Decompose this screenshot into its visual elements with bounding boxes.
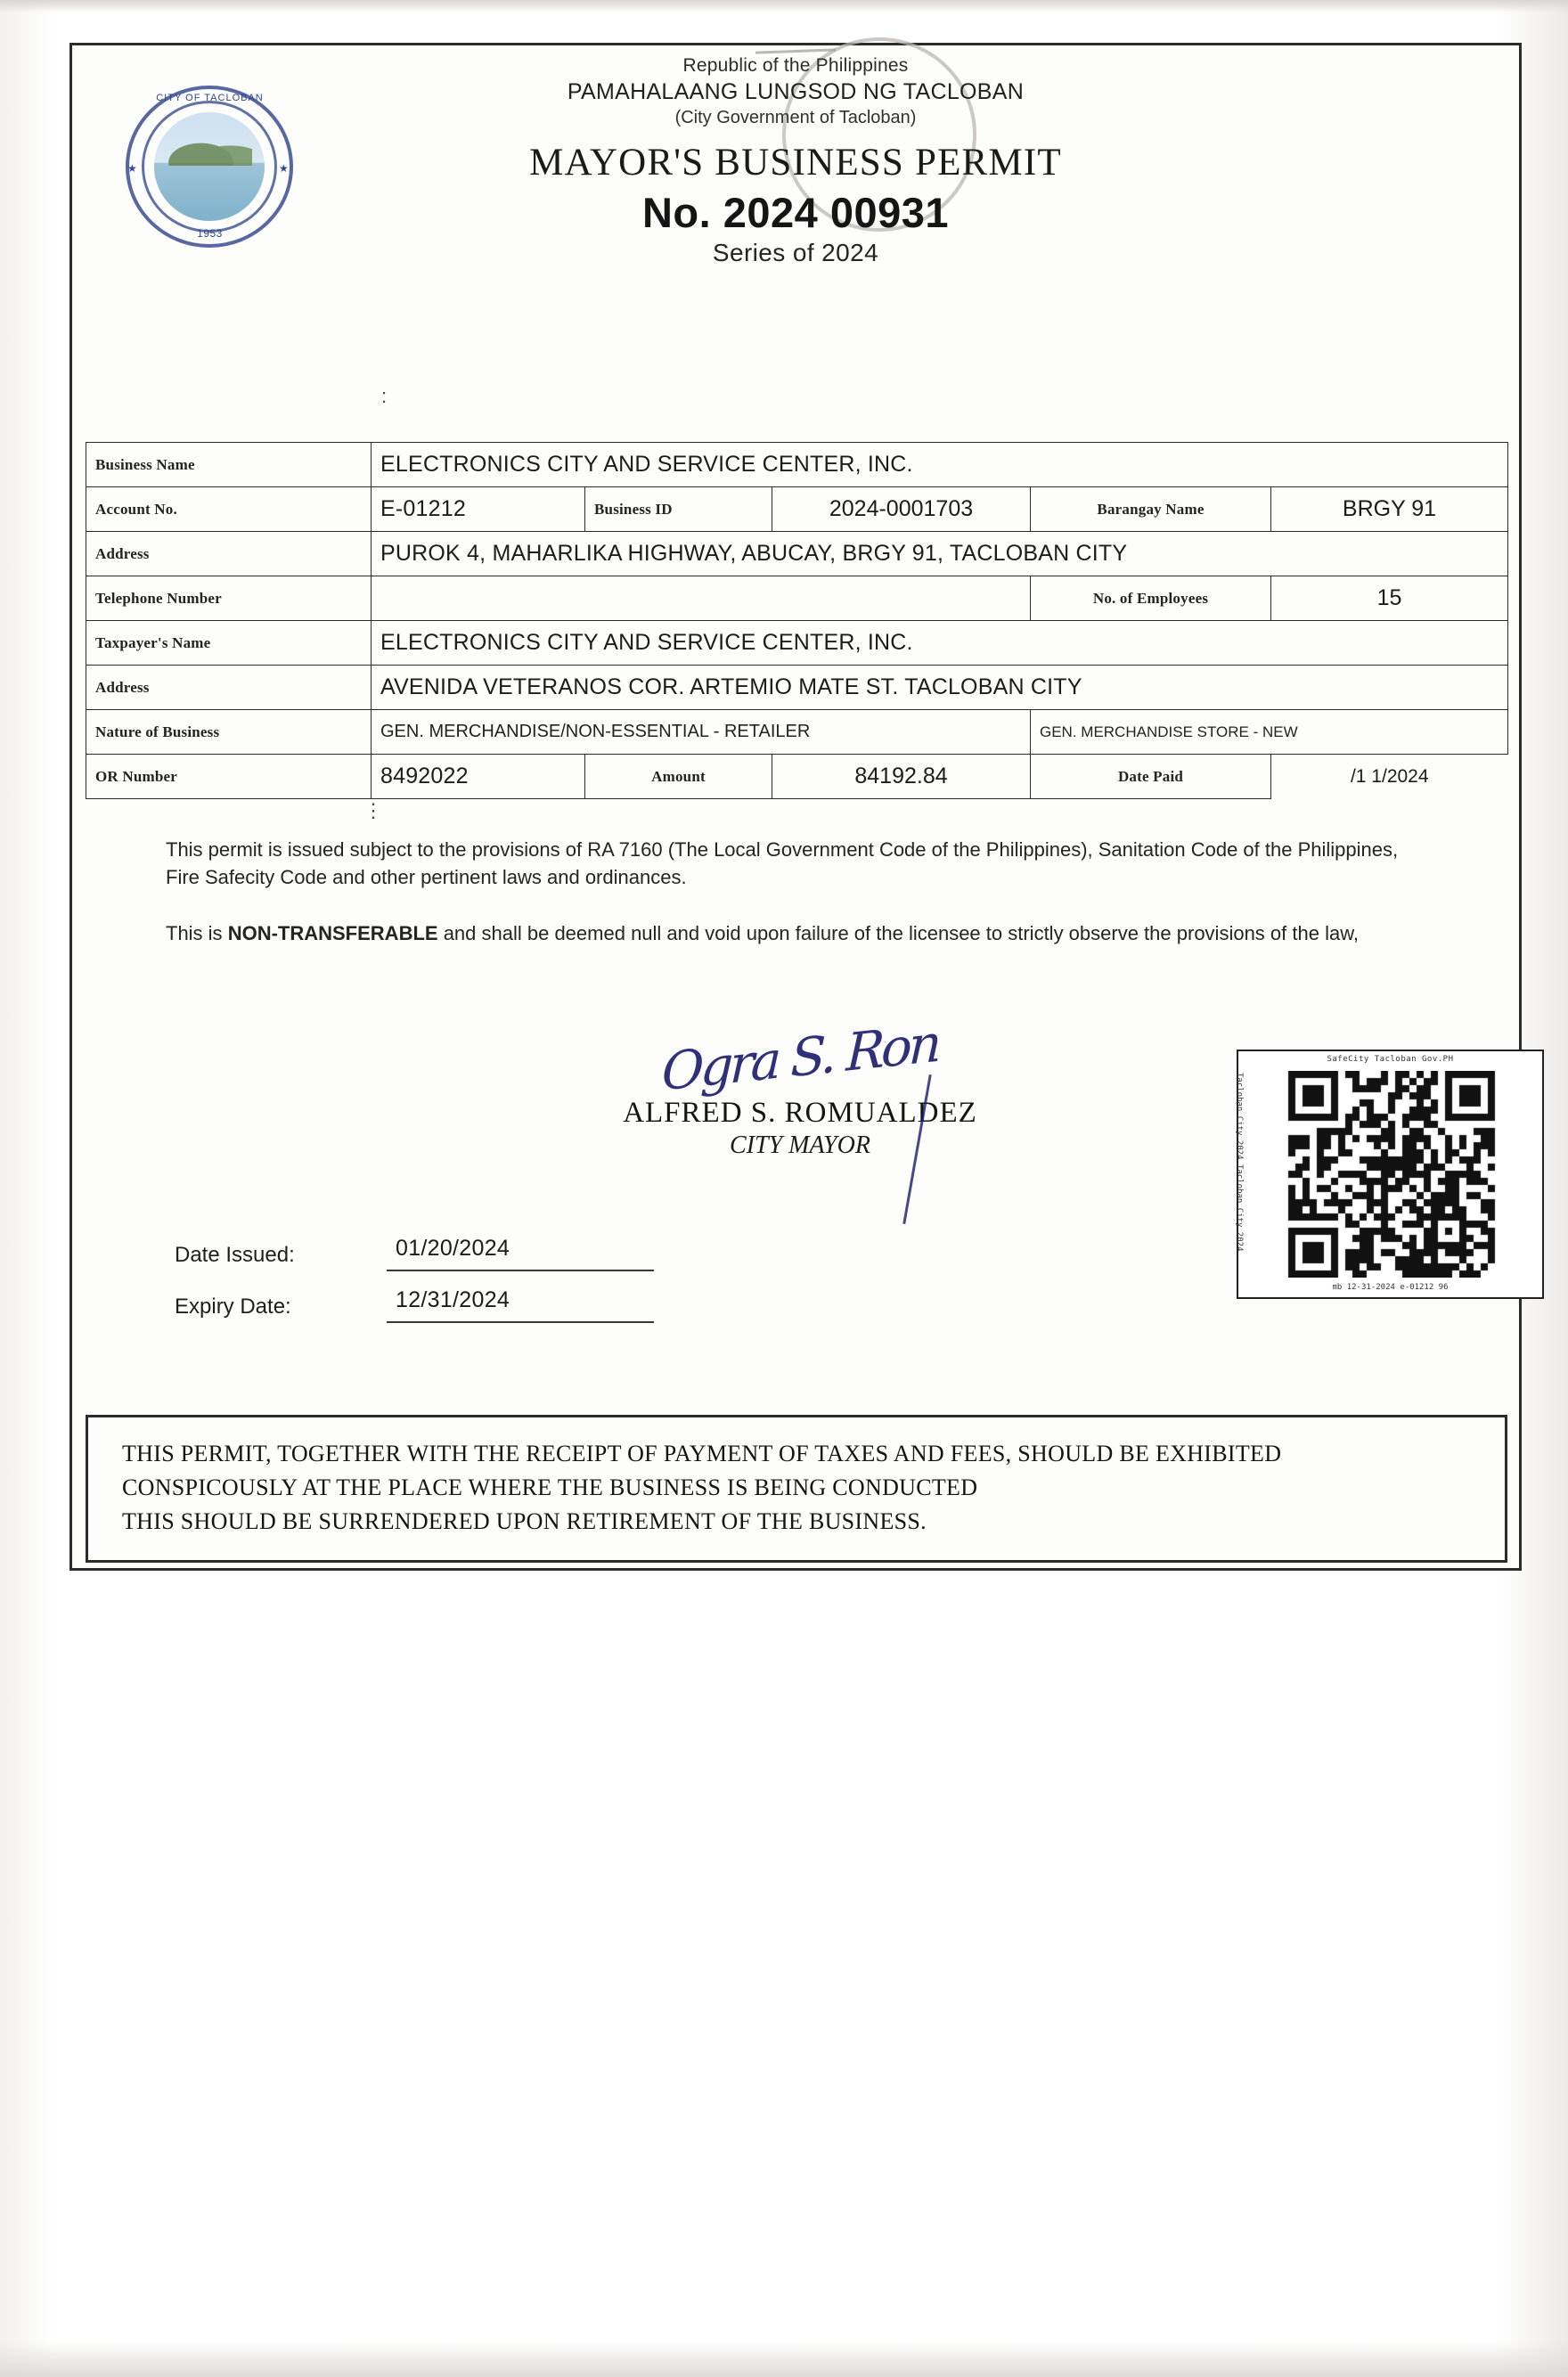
footer-notice-box (86, 1415, 1507, 1563)
employees-value: 15 (1271, 576, 1508, 621)
expiry-date-label: Expiry Date: (175, 1295, 291, 1319)
expiry-date-row (175, 1284, 727, 1336)
table-row-telephone (86, 576, 1508, 621)
nature-of-business-value-secondary: GEN. MERCHANDISE STORE - NEW (1031, 710, 1508, 755)
non-transferable-emphasis: NON-TRANSFERABLE (227, 922, 438, 944)
barangay-name-value: BRGY 91 (1271, 487, 1508, 532)
republic-line: Republic of the Philippines (682, 55, 909, 76)
legal-paragraph-1: This permit is issued subject to the provisions of RA 7160 (The Local Government Code of the Philippines), Sanitation Code of the Philippines, Fire Safecity Code and other pertinent laws and ordinances. (166, 838, 1399, 888)
qr-code-box (1237, 1050, 1544, 1299)
table-row-business-name (86, 443, 1508, 487)
telephone-value (372, 576, 1031, 621)
legal-notice (166, 836, 1431, 976)
date-paid-value: /1 1/2024 (1271, 755, 1508, 799)
nature-of-business-label: Nature of Business (86, 710, 372, 755)
amount-label: Amount (585, 755, 772, 799)
table-row-taxpayer-address (86, 666, 1508, 710)
mayor-title: CITY MAYOR (730, 1131, 870, 1159)
legal-paragraph-2 (166, 919, 1431, 947)
expiry-date-value: 12/31/2024 (396, 1287, 510, 1312)
employees-label: No. of Employees (1031, 576, 1271, 621)
scan-edge-shadow-top (0, 0, 1568, 12)
taxpayer-address-label: Address (86, 666, 372, 710)
qr-caption-side: Tacloban City 2024 Tacloban City 2024 (1235, 1073, 1244, 1252)
qr-caption-bottom: mb 12-31-2024 e-01212 96 (1332, 1283, 1449, 1292)
address-label: Address (86, 532, 372, 576)
footer-line-2: CONSPICOUSLY AT THE PLACE WHERE THE BUSINESS IS BEING CONDUCTED (122, 1474, 978, 1500)
table-row-account (86, 487, 1508, 532)
date-issued-value: 01/20/2024 (396, 1236, 510, 1261)
seal-text-bottom: 1953 (197, 227, 223, 240)
page-title: MAYOR'S BUSINESS PERMIT (529, 142, 1062, 184)
amount-value: 84192.84 (772, 755, 1031, 799)
business-id-label: Business ID (585, 487, 772, 532)
scan-speckle: : (381, 385, 388, 407)
date-issued-underline (387, 1270, 654, 1271)
city-government-filipino: PAMAHALAANG LUNGSOD NG TACLOBAN (567, 79, 1025, 104)
expiry-date-underline (387, 1321, 654, 1323)
taxpayer-name-value: ELECTRONICS CITY AND SERVICE CENTER, INC. (372, 621, 1508, 666)
account-no-value: E-01212 (372, 487, 585, 532)
handwritten-signature: Ogra S. Ron (660, 1012, 940, 1103)
dates-section (175, 1232, 727, 1336)
account-no-label: Account No. (86, 487, 372, 532)
seal-star-icon: ★ (279, 162, 289, 175)
table-row-or (86, 755, 1508, 799)
nature-of-business-value: GEN. MERCHANDISE/NON-ESSENTIAL - RETAILER (372, 710, 1031, 755)
table-row-taxpayer (86, 621, 1508, 666)
business-permit-document (69, 43, 1522, 1571)
permit-header (69, 55, 1522, 267)
business-id-value: 2024-0001703 (772, 487, 1031, 532)
or-number-label: OR Number (86, 755, 372, 799)
permit-outer-border (69, 43, 1522, 1571)
mayor-name: ALFRED S. ROMUALDEZ (623, 1097, 977, 1129)
table-row-nature (86, 710, 1508, 755)
barangay-name-label: Barangay Name (1031, 487, 1271, 532)
footer-notice-text (122, 1437, 1476, 1539)
qr-caption-top: SafeCity Tacloban Gov.PH (1327, 1055, 1454, 1064)
business-name-value: ELECTRONICS CITY AND SERVICE CENTER, INC. (372, 443, 1508, 487)
legal-p2-pre: This is (166, 922, 228, 944)
qr-code-image (1272, 1071, 1511, 1278)
permit-series: Series of 2024 (712, 239, 879, 266)
table-row-address (86, 532, 1508, 576)
business-name-label: Business Name (86, 443, 372, 487)
or-number-value: 8492022 (372, 755, 585, 799)
telephone-label: Telephone Number (86, 576, 372, 621)
scan-speckle: ⋮ (363, 799, 383, 821)
signature-block (533, 1012, 1067, 1160)
seal-text-top: CITY OF TACLOBAN (156, 93, 264, 103)
address-value: PUROK 4, MAHARLIKA HIGHWAY, ABUCAY, BRGY 91, TACLOBAN CITY (372, 532, 1508, 576)
footer-line-3: THIS SHOULD BE SURRENDERED UPON RETIREMENT OF THE BUSINESS. (122, 1508, 927, 1534)
taxpayer-name-label: Taxpayer's Name (86, 621, 372, 666)
city-government-english: (City Government of Tacloban) (674, 108, 917, 127)
date-paid-label: Date Paid (1031, 755, 1271, 799)
date-issued-row (175, 1232, 727, 1284)
seal-star-icon: ★ (127, 162, 137, 175)
scan-edge-shadow-bottom (0, 2341, 1568, 2377)
permit-details-table (86, 442, 1508, 799)
permit-number: No. 2024 00931 (641, 189, 950, 236)
date-issued-label: Date Issued: (175, 1243, 295, 1267)
footer-line-1: THIS PERMIT, TOGETHER WITH THE RECEIPT OF PAYMENT OF TAXES AND FEES, SHOULD BE EXHIBITED (122, 1441, 1282, 1466)
legal-p2-post: and shall be deemed null and void upon failure of the licensee to strictly observe the provisions of the law, (437, 922, 1359, 944)
taxpayer-address-value: AVENIDA VETERANOS COR. ARTEMIO MATE ST. TACLOBAN CITY (372, 666, 1508, 710)
